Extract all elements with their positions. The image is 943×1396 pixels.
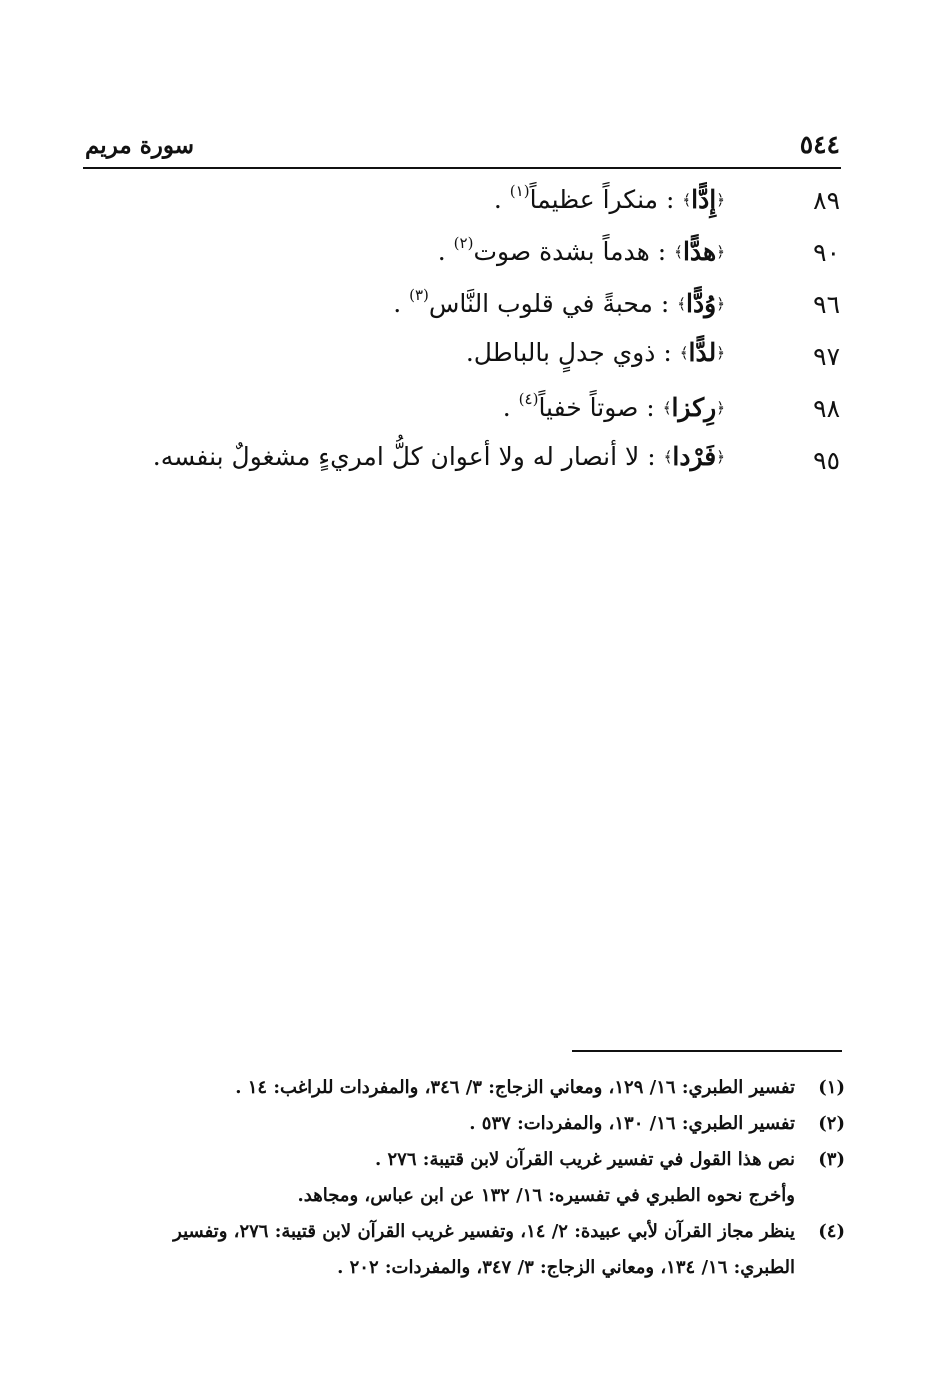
page-header	[85, 130, 840, 166]
footnote-mark: (٤)	[818, 1221, 845, 1242]
footnote-text: وأخرج نحوه الطبري في تفسيره: ١٦/ ١٣٢ عن ابن عباس، ومجاهد.	[297, 1185, 795, 1206]
page-number: ٥٤٤	[799, 130, 840, 159]
ornament-open: ﴿	[716, 399, 725, 417]
entry-end: .	[493, 185, 510, 214]
verse-number: ٩٨	[813, 394, 840, 423]
ornament-close: ﴾	[682, 191, 692, 209]
entry-text	[466, 338, 725, 367]
footnote-mark: (١)	[818, 1077, 845, 1098]
ornament-close: ﴾	[677, 295, 687, 313]
word-meaning: : هدماً بشدة صوت	[473, 237, 667, 266]
word-meaning: : صوتاً خفياً	[538, 393, 655, 422]
footnotes-section	[95, 1070, 845, 1286]
footnote	[95, 1070, 845, 1106]
footnote	[95, 1106, 845, 1142]
footnote-text: الطبري: ١٦/ ١٣٤، ومعاني الزجاج: ٣/ ٣٤٧، والمفردات: ٢٠٢ .	[337, 1257, 795, 1278]
footnote-mark: (٢)	[818, 1113, 845, 1134]
quranic-word: لدًّا	[688, 338, 717, 367]
footnote-continuation	[95, 1178, 845, 1214]
surah-title: سورة مريم	[85, 132, 195, 159]
ornament-open: ﴿	[716, 243, 725, 261]
footnote-text: تفسير الطبري: ١٦/ ١٢٩، ومعاني الزجاج: ٣/ ٣٤٦، والمفردات للراغب: ١٤ .	[235, 1077, 795, 1098]
entry-end: .	[437, 237, 454, 266]
footnote-text: ينظر مجاز القرآن لأبي عبيدة: ٢/ ١٤، وتفسير غريب القرآن لابن قتيبة: ٢٧٦، وتفسير	[173, 1221, 795, 1242]
footnote-ref[interactable]: (٤)	[518, 390, 539, 408]
vocabulary-list	[150, 180, 840, 492]
quranic-word: إِدًّا	[691, 185, 717, 214]
entry-text	[503, 390, 725, 422]
list-item	[150, 284, 840, 336]
quranic-word: وُدًّا	[686, 289, 717, 318]
list-item	[150, 440, 840, 492]
verse-number: ٩٧	[813, 342, 840, 371]
ornament-open: ﴿	[716, 448, 725, 466]
entry-text	[153, 442, 725, 471]
entry-text	[494, 182, 725, 214]
verse-number: ٩٠	[813, 238, 840, 267]
footnote-divider	[572, 1050, 842, 1052]
word-meaning: : منكراً عظيماً	[529, 185, 675, 214]
list-item	[150, 180, 840, 232]
word-meaning: : ذوي جدلٍ بالباطل.	[465, 338, 672, 367]
footnote	[95, 1142, 845, 1178]
verse-number: ٨٩	[813, 186, 840, 215]
ornament-open: ﴿	[716, 344, 725, 362]
ornament-close: ﴾	[674, 243, 683, 261]
word-meaning: : لا أنصار له ولا أعوان كلُّ امريءٍ مشغولٌ بنفسه.	[152, 442, 656, 471]
list-item	[150, 388, 840, 440]
quranic-word: هدًّا	[682, 237, 717, 266]
verse-number: ٩٥	[813, 446, 840, 475]
entry-end: .	[393, 289, 410, 318]
ornament-close: ﴾	[663, 448, 673, 466]
footnote-ref[interactable]: (١)	[509, 182, 530, 200]
ornament-open: ﴿	[716, 295, 725, 313]
footnote-mark: (٣)	[818, 1149, 845, 1170]
entry-text	[393, 286, 725, 318]
quranic-word: رِكزا	[671, 393, 717, 422]
footnote-ref[interactable]: (٣)	[409, 286, 429, 304]
ornament-open: ﴿	[716, 191, 725, 209]
list-item	[150, 232, 840, 284]
entry-end: .	[502, 393, 519, 422]
word-meaning: : محبةً في قلوب النَّاس	[428, 289, 670, 318]
verse-number: ٩٦	[813, 290, 840, 319]
ornament-close: ﴾	[679, 344, 689, 362]
header-divider	[83, 167, 841, 169]
footnote-text: نص هذا القول في تفسير غريب القرآن لابن قتيبة: ٢٧٦ .	[374, 1149, 795, 1170]
quranic-word: فَرْدا	[672, 442, 717, 471]
list-item	[150, 336, 840, 388]
ornament-close: ﴾	[662, 399, 672, 417]
footnote-text: تفسير الطبري: ١٦/ ١٣٠، والمفردات: ٥٣٧ .	[469, 1113, 795, 1134]
footnote	[95, 1214, 845, 1286]
entry-text	[438, 234, 725, 266]
footnote-ref[interactable]: (٢)	[453, 234, 474, 252]
